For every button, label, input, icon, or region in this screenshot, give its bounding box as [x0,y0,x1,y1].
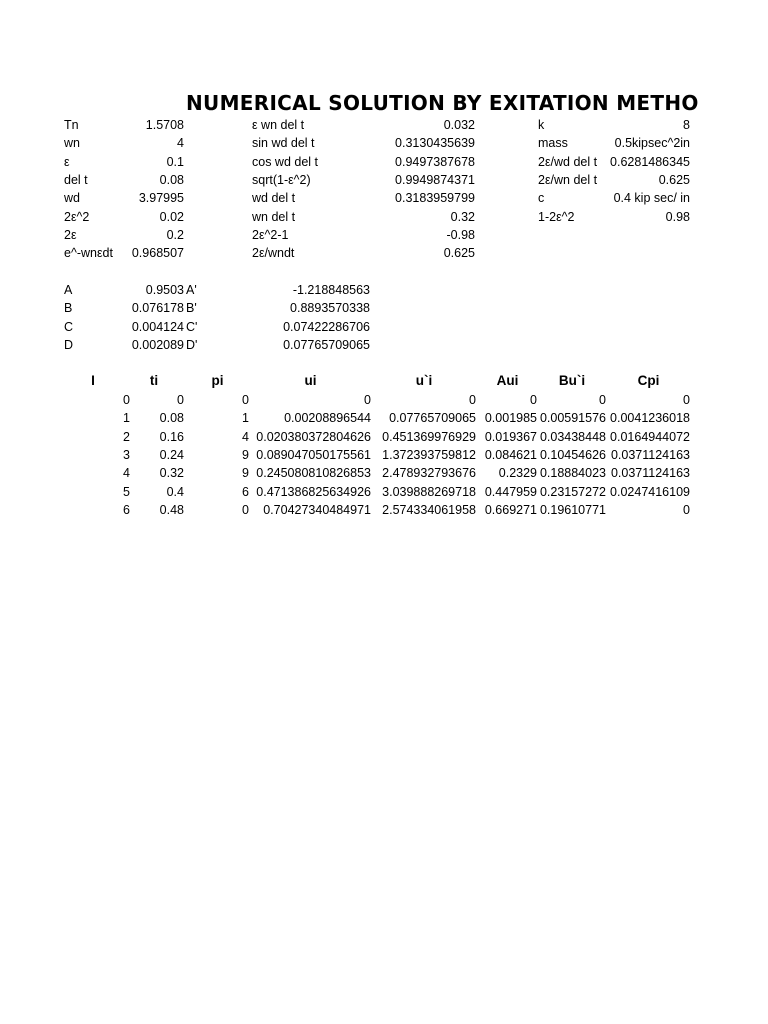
table-cell: 3 [123,447,130,462]
sheet-title: NUMERICAL SOLUTION BY EXITATION METHO [186,91,699,115]
table-cell: 6 [242,484,249,499]
param-row [0,153,768,171]
param-label: wd [64,191,80,206]
table-cell: 0.669271 [484,502,537,517]
table-header-cell: I [91,373,95,388]
table-cell: 4 [242,429,249,444]
param-value: 0.98 [665,209,690,224]
table-cell: 0 [123,393,130,407]
table-cell: 2.478932793676 [382,466,476,481]
table-cell: 0.4 [166,484,184,499]
param-label: mass [538,136,568,151]
table-cell: 1 [242,411,249,426]
param-value: 0.1 [166,154,184,169]
param-value: 8 [683,118,690,132]
param-value: 0.9497387678 [395,154,475,169]
table-cell: 0.001985 [484,411,537,426]
table-cell: 3.039888269718 [382,484,476,499]
param-row [0,226,768,244]
param-value: 0.08 [159,172,184,187]
param-label: wn del t [252,209,296,224]
table-cell: 5 [123,484,130,499]
param-label: k [538,118,545,132]
coef-label-prime: C' [186,319,198,334]
coef-value-prime: 0.8893570338 [290,301,370,316]
table-header-cell: Bu`i [558,373,586,388]
table-cell: 0.19610771 [539,502,606,517]
param-label: 2ε^2 [64,209,90,224]
table-cell: 0 [242,502,249,517]
table-cell: 0.0164944072 [610,429,690,444]
param-label: del t [64,172,88,187]
param-label: sin wd del t [252,136,315,151]
param-value: 0.3130435639 [395,136,475,151]
param-label: 2ε^2-1 [252,227,289,242]
param-label: e^-wnεdt [64,246,113,261]
table-cell: 1.372393759812 [382,447,476,462]
param-value: 3.97995 [138,191,184,206]
param-label: wn [64,136,80,151]
param-value: 0.9949874371 [395,172,475,187]
coef-label: A [64,283,73,297]
table-cell: 0.020380372804626 [256,429,371,444]
table-cell: 9 [242,466,249,481]
coef-label-prime: A' [186,283,197,297]
param-label: 2ε/wndt [252,246,295,261]
coef-value-prime: 0.07765709065 [283,337,370,352]
table-row [0,409,768,427]
param-value: 0.2 [166,227,184,242]
param-value: 0.5kipsec^2in [614,136,690,151]
table-cell: 0.18884023 [539,466,606,481]
param-label: ε wn del t [252,118,305,132]
param-label: sqrt(1-ε^2) [252,172,311,187]
param-label: ε [64,154,70,169]
table-cell: 0.0247416109 [610,484,690,499]
table-row [0,446,768,464]
param-row [0,244,768,262]
table-row [0,391,768,409]
table-header-cell: Aui [496,373,519,388]
table-cell: 0 [177,393,184,407]
table-cell: 0.00208896544 [284,411,371,426]
table-cell: 1 [123,411,130,426]
param-value: 0.02 [159,209,184,224]
table-cell: 0.245080810826853 [256,466,371,481]
table-cell: 4 [123,466,130,481]
table-cell: 0 [242,393,249,407]
table-cell: 0.0041236018 [610,411,690,426]
table-row [0,483,768,501]
param-row [0,134,768,152]
table-header-cell: Cpi [637,373,660,388]
table-cell: 0.0371124163 [610,447,690,462]
table-cell: 0.084621 [484,447,537,462]
coefficient-row [0,299,768,317]
table-header-cell: u`i [415,373,433,388]
coef-label: C [64,319,74,334]
table-cell: 0.07765709065 [389,411,476,426]
coef-value: 0.076178 [131,301,184,316]
table-cell: 6 [123,502,130,517]
coef-value-prime: 0.07422286706 [283,319,370,334]
param-value: 0.32 [450,209,475,224]
coef-label-prime: B' [186,301,197,316]
table-cell: 0.019367 [484,429,537,444]
param-value: 1.5708 [145,118,184,132]
table-header-cell: ui [304,373,317,388]
coef-label: B [64,301,73,316]
table-cell: 0 [683,393,690,407]
table-cell: 0.24 [159,447,184,462]
table-cell: 0.447959 [484,484,537,499]
param-row [0,208,768,226]
param-row [0,189,768,207]
table-row [0,428,768,446]
coefficient-row [0,336,768,354]
table-cell: 2.574334061958 [382,502,476,517]
table-header-cell: ti [149,373,159,388]
param-row [0,171,768,189]
coefficient-row [0,318,768,336]
table-cell: 0.03438448 [539,429,606,444]
param-label: 2ε/wn del t [538,172,598,187]
table-cell: 0.00591576 [539,411,606,426]
param-value: 0.4 kip sec/ in [613,191,690,206]
table-cell: 0.0371124163 [610,466,690,481]
table-cell: 0.16 [159,429,184,444]
table-cell: 0.08 [159,411,184,426]
coef-label-prime: D' [186,337,198,352]
coef-value: 0.002089 [131,337,184,352]
param-label: cos wd del t [252,154,319,169]
param-value: 0.3183959799 [395,191,475,206]
coef-value-prime: -1.218848563 [292,283,370,297]
table-cell: 2 [123,429,130,444]
coefficient-row [0,281,768,299]
param-value: 0.032 [443,118,475,132]
table-cell: 0 [364,393,371,407]
table-cell: 0.48 [159,502,184,517]
table-row [0,501,768,519]
param-row [0,116,768,134]
param-value: 0.6281486345 [610,154,690,169]
table-cell: 0.451369976929 [382,429,476,444]
table-cell: 0.471386825634926 [256,484,371,499]
coef-value: 0.9503 [145,283,184,297]
coef-value: 0.004124 [131,319,184,334]
coef-label: D [64,337,74,352]
param-label: wd del t [252,191,296,206]
param-label: c [538,191,545,206]
param-value: -0.98 [446,227,475,242]
table-cell: 0.23157272 [539,484,606,499]
table-cell: 9 [242,447,249,462]
param-label: Tn [64,118,79,132]
table-cell: 0 [683,502,690,517]
table-cell: 0.70427340484971 [263,502,371,517]
param-value: 0.625 [658,172,690,187]
table-cell: 0 [530,393,537,407]
param-label: 1-2ε^2 [538,209,575,224]
param-label: 2ε [64,227,77,242]
table-header-row [0,372,768,390]
param-value: 0.968507 [131,246,184,261]
table-cell: 0.2329 [498,466,537,481]
table-cell: 0.089047050175561 [256,447,371,462]
table-cell: 0.10454626 [539,447,606,462]
table-cell: 0 [599,393,606,407]
table-cell: 0 [469,393,476,407]
table-row [0,464,768,482]
param-label: 2ε/wd del t [538,154,598,169]
param-value: 4 [177,136,184,151]
table-header-cell: pi [211,373,224,388]
table-cell: 0.32 [159,466,184,481]
param-value: 0.625 [443,246,475,261]
